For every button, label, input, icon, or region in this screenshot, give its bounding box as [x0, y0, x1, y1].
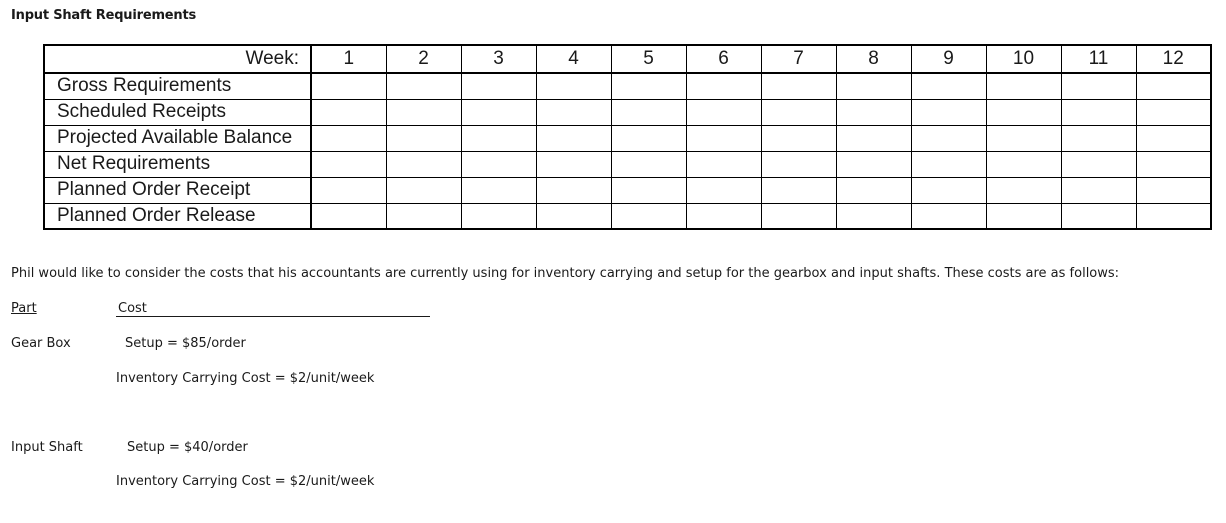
table-cell [836, 73, 911, 99]
table-cell [1061, 99, 1136, 125]
table-cell [311, 177, 386, 203]
table-cell [836, 203, 911, 229]
gear-box-carrying-cost: Inventory Carrying Cost = $2/unit/week [116, 371, 375, 386]
table-cell [386, 151, 461, 177]
table-cell [311, 99, 386, 125]
table-cell [536, 125, 611, 151]
page-title: Input Shaft Requirements [11, 8, 197, 23]
table-cell [386, 125, 461, 151]
table-row [44, 125, 1211, 151]
table-cell [611, 125, 686, 151]
table-cell [986, 73, 1061, 99]
table-cell [686, 177, 761, 203]
table-cell [761, 73, 836, 99]
table-cell [611, 73, 686, 99]
cost-header-rule [116, 316, 430, 317]
table-cell [836, 177, 911, 203]
table-cell [1136, 203, 1211, 229]
table-header-row [44, 45, 1211, 73]
table-cell [986, 125, 1061, 151]
table-cell [536, 73, 611, 99]
cost-paragraph: Phil would like to consider the costs that his accountants are currently using for inventory carrying and setup for the gearbox and input shafts. These costs are as follows: [11, 266, 1120, 281]
table-cell [311, 203, 386, 229]
table-cell [836, 151, 911, 177]
table-cell [761, 99, 836, 125]
table-cell [1061, 203, 1136, 229]
table-cell [911, 177, 986, 203]
table-cell [1136, 73, 1211, 99]
table-cell [986, 177, 1061, 203]
table-cell [536, 151, 611, 177]
table-cell [911, 125, 986, 151]
table-cell [611, 99, 686, 125]
table-cell [686, 125, 761, 151]
week-header: 9 [911, 45, 986, 73]
table-cell [836, 99, 911, 125]
table-cell [311, 151, 386, 177]
table-cell [1061, 177, 1136, 203]
table-cell [911, 203, 986, 229]
table-cell [611, 203, 686, 229]
table-cell [536, 203, 611, 229]
input-shaft-setup-cost: Setup = $40/order [127, 440, 248, 455]
table-cell [911, 99, 986, 125]
part-name-gear-box: Gear Box [11, 336, 71, 351]
table-cell [461, 203, 536, 229]
table-cell [611, 177, 686, 203]
table-cell [386, 177, 461, 203]
table-cell [1136, 177, 1211, 203]
table-cell [611, 151, 686, 177]
table-cell [686, 99, 761, 125]
table-cell [911, 151, 986, 177]
week-label: Week: [44, 45, 311, 73]
input-shaft-carrying-cost: Inventory Carrying Cost = $2/unit/week [116, 474, 375, 489]
table-row [44, 73, 1211, 99]
table-cell [386, 99, 461, 125]
table-cell [986, 99, 1061, 125]
week-header: 2 [386, 45, 461, 73]
table-row [44, 151, 1211, 177]
table-cell [911, 73, 986, 99]
table-cell [1061, 151, 1136, 177]
table-cell [986, 151, 1061, 177]
table-cell [461, 151, 536, 177]
part-column-header: Part [11, 301, 37, 316]
row-label: Gross Requirements [44, 73, 311, 99]
table-cell [311, 125, 386, 151]
table-cell [686, 73, 761, 99]
table-cell [1136, 125, 1211, 151]
week-header: 12 [1136, 45, 1211, 73]
cost-column-header: Cost [118, 301, 147, 316]
table-cell [386, 203, 461, 229]
week-header: 7 [761, 45, 836, 73]
table-cell [686, 203, 761, 229]
table-row [44, 177, 1211, 203]
table-cell [1061, 73, 1136, 99]
week-header: 6 [686, 45, 761, 73]
table-cell [536, 177, 611, 203]
table-cell [1136, 99, 1211, 125]
table-row [44, 203, 1211, 229]
row-label: Net Requirements [44, 151, 311, 177]
table-cell [461, 99, 536, 125]
table-cell [761, 151, 836, 177]
row-label: Planned Order Receipt [44, 177, 311, 203]
table-cell [686, 151, 761, 177]
table-cell [761, 177, 836, 203]
table-row [44, 99, 1211, 125]
week-header: 11 [1061, 45, 1136, 73]
table-cell [461, 177, 536, 203]
table-cell [461, 125, 536, 151]
table-cell [986, 203, 1061, 229]
part-name-input-shaft: Input Shaft [11, 440, 83, 455]
table-cell [1061, 125, 1136, 151]
week-header: 8 [836, 45, 911, 73]
table-cell [386, 73, 461, 99]
table-cell [536, 99, 611, 125]
table-cell [1136, 151, 1211, 177]
mrp-table [43, 44, 1212, 230]
table-cell [761, 125, 836, 151]
week-header: 1 [311, 45, 386, 73]
row-label: Projected Available Balance [44, 125, 311, 151]
row-label: Planned Order Release [44, 203, 311, 229]
week-header: 5 [611, 45, 686, 73]
table-cell [461, 73, 536, 99]
table-cell [761, 203, 836, 229]
row-label: Scheduled Receipts [44, 99, 311, 125]
table-cell [836, 125, 911, 151]
week-header: 10 [986, 45, 1061, 73]
week-header: 4 [536, 45, 611, 73]
gear-box-setup-cost: Setup = $85/order [125, 336, 246, 351]
week-header: 3 [461, 45, 536, 73]
table-cell [311, 73, 386, 99]
